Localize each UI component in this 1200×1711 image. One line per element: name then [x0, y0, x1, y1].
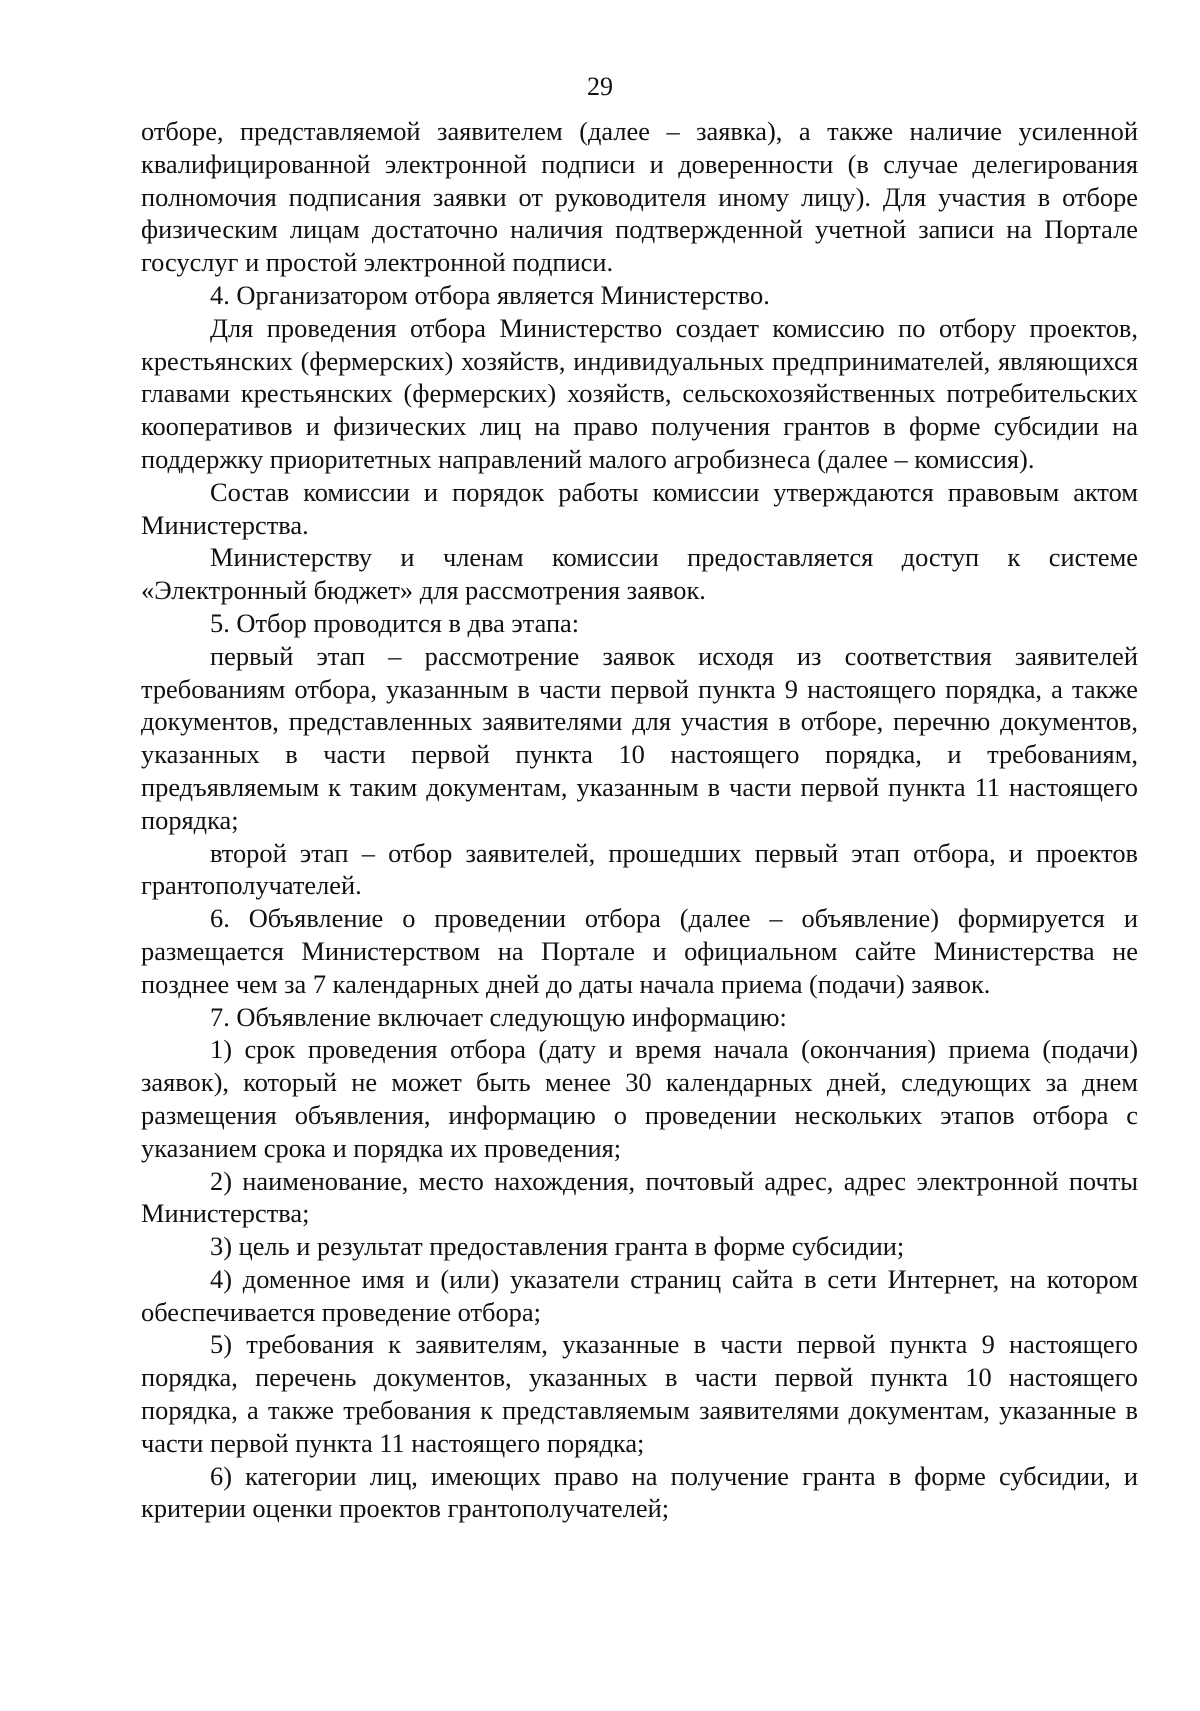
- paragraph: 4) доменное имя и (или) указатели страниц сайта в сети Интернет, на котором обеспечивается проведение отбора;: [141, 1263, 1138, 1327]
- paragraph: 4. Организатором отбора является Министерство.: [210, 279, 770, 310]
- paragraph: 3) цель и результат предоставления гранта в форме субсидии;: [210, 1231, 905, 1262]
- paragraph: первый этап – рассмотрение заявок исходя из соответствия заявителей требованиям отбора, указанным в части первой пункта 9 настоящего порядка, а также документов, представленных заявителями для участия в отборе, перечню документов, указанных в части первой пункта 10 настоящего порядка, и требованиям, предъявляемым к таким документам, указанным в части первой пункта 11 настоящего порядка;: [141, 640, 1138, 835]
- paragraph: Для проведения отбора Министерство создает комиссию по отбору проектов, крестьянских (фермерских) хозяйств, индивидуальных предпринимателей, являющихся главами крестьянских (фермерских) хозяйств, сельскохозяйственных потребительских кооперативов и физических лиц на право получения грантов в форме субсидии на поддержку приоритетных направлений малого агробизнеса (далее – комиссия).: [141, 312, 1138, 474]
- paragraph: Министерству и членам комиссии предоставляется доступ к системе «Электронный бюджет» для рассмотрения заявок.: [141, 542, 1138, 606]
- paragraph: 5) требования к заявителям, указанные в части первой пункта 9 настоящего порядка, перечень документов, указанных в части первой пункта 10 настоящего порядка, а также требования к представляемым заявителями документам, указанные в части первой пункта 11 настоящего порядка;: [141, 1329, 1138, 1458]
- paragraph: второй этап – отбор заявителей, прошедших первый этап отбора, и проектов грантополучателей.: [141, 837, 1138, 901]
- paragraph: 1) срок проведения отбора (дату и время начала (окончания) приема (подачи) заявок), который не может быть менее 30 календарных дней, следующих за днем размещения объявления, информацию о проведении нескольких этапов отбора с указанием срока и порядка их проведения;: [141, 1034, 1138, 1163]
- paragraph: 2) наименование, место нахождения, почтовый адрес, адрес электронной почты Министерства;: [141, 1165, 1138, 1229]
- document-body: [141, 115, 1138, 1525]
- page-number: 29: [587, 72, 613, 101]
- paragraph: 5. Отбор проводится в два этапа:: [210, 607, 580, 638]
- paragraph: 6. Объявление о проведении отбора (далее – объявление) формируется и размещается Министерством на Портале и официальном сайте Министерства не позднее чем за 7 календарных дней до даты начала приема (подачи) заявок.: [141, 903, 1138, 999]
- paragraph: отборе, представляемой заявителем (далее – заявка), а также наличие усиленной квалифицированной электронной подписи и доверенности (в случае делегирования полномочия подписания заявки от руководителя иному лицу). Для участия в отборе физическим лицам достаточно наличия подтвержденной учетной записи на Портале госуслуг и простой электронной подписи.: [141, 116, 1138, 278]
- paragraph: Состав комиссии и порядок работы комиссии утверждаются правовым актом Министерства.: [141, 476, 1138, 540]
- paragraph: 7. Объявление включает следующую информацию:: [210, 1001, 787, 1032]
- paragraph: 6) категории лиц, имеющих право на получение гранта в форме субсидии, и критерии оценки проектов грантополучателей;: [141, 1460, 1138, 1524]
